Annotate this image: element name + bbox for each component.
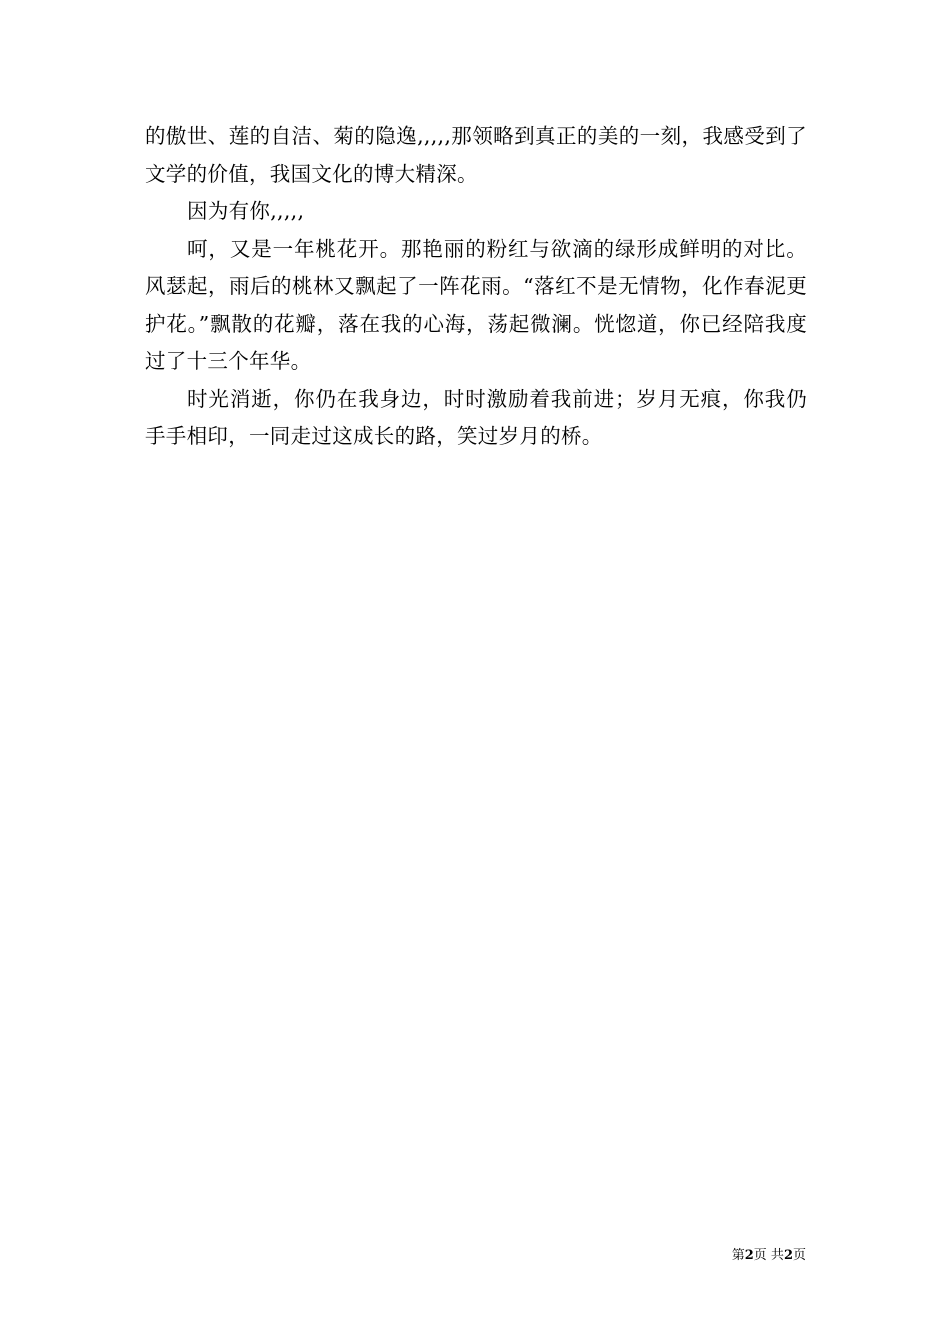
paragraph-1: 的傲世、莲的自洁、菊的隐逸,,,,,那领略到真正的美的一刻，我感受到了文学的价值，我国文化的博大精深。: [145, 124, 807, 186]
current-page-number: 2: [744, 1248, 754, 1263]
footer-suffix: 页: [792, 1248, 806, 1263]
paragraph-2: 因为有你,,,,,: [187, 199, 305, 223]
page-footer: [732, 1247, 806, 1265]
footer-middle: 页 共: [753, 1248, 784, 1263]
body-text: [145, 118, 807, 456]
footer-prefix: 第: [731, 1248, 745, 1263]
total-page-number: 2: [783, 1248, 793, 1263]
paragraph-4: 时光消逝，你仍在我身边，时时激励着我前进；岁月无痕，你我仍手手相印，一同走过这成长的路，笑过岁月的桥。: [145, 386, 807, 448]
paragraph-3: 呵，又是一年桃花开。那艳丽的粉红与欲滴的绿形成鲜明的对比。风瑟起，雨后的桃林又飘起了一阵花雨。“落红不是无情物，化作春泥更护花。”飘散的花瓣，落在我的心海，荡起微澜。恍惚道，你已经陪我度过了十三个年华。: [145, 236, 807, 373]
